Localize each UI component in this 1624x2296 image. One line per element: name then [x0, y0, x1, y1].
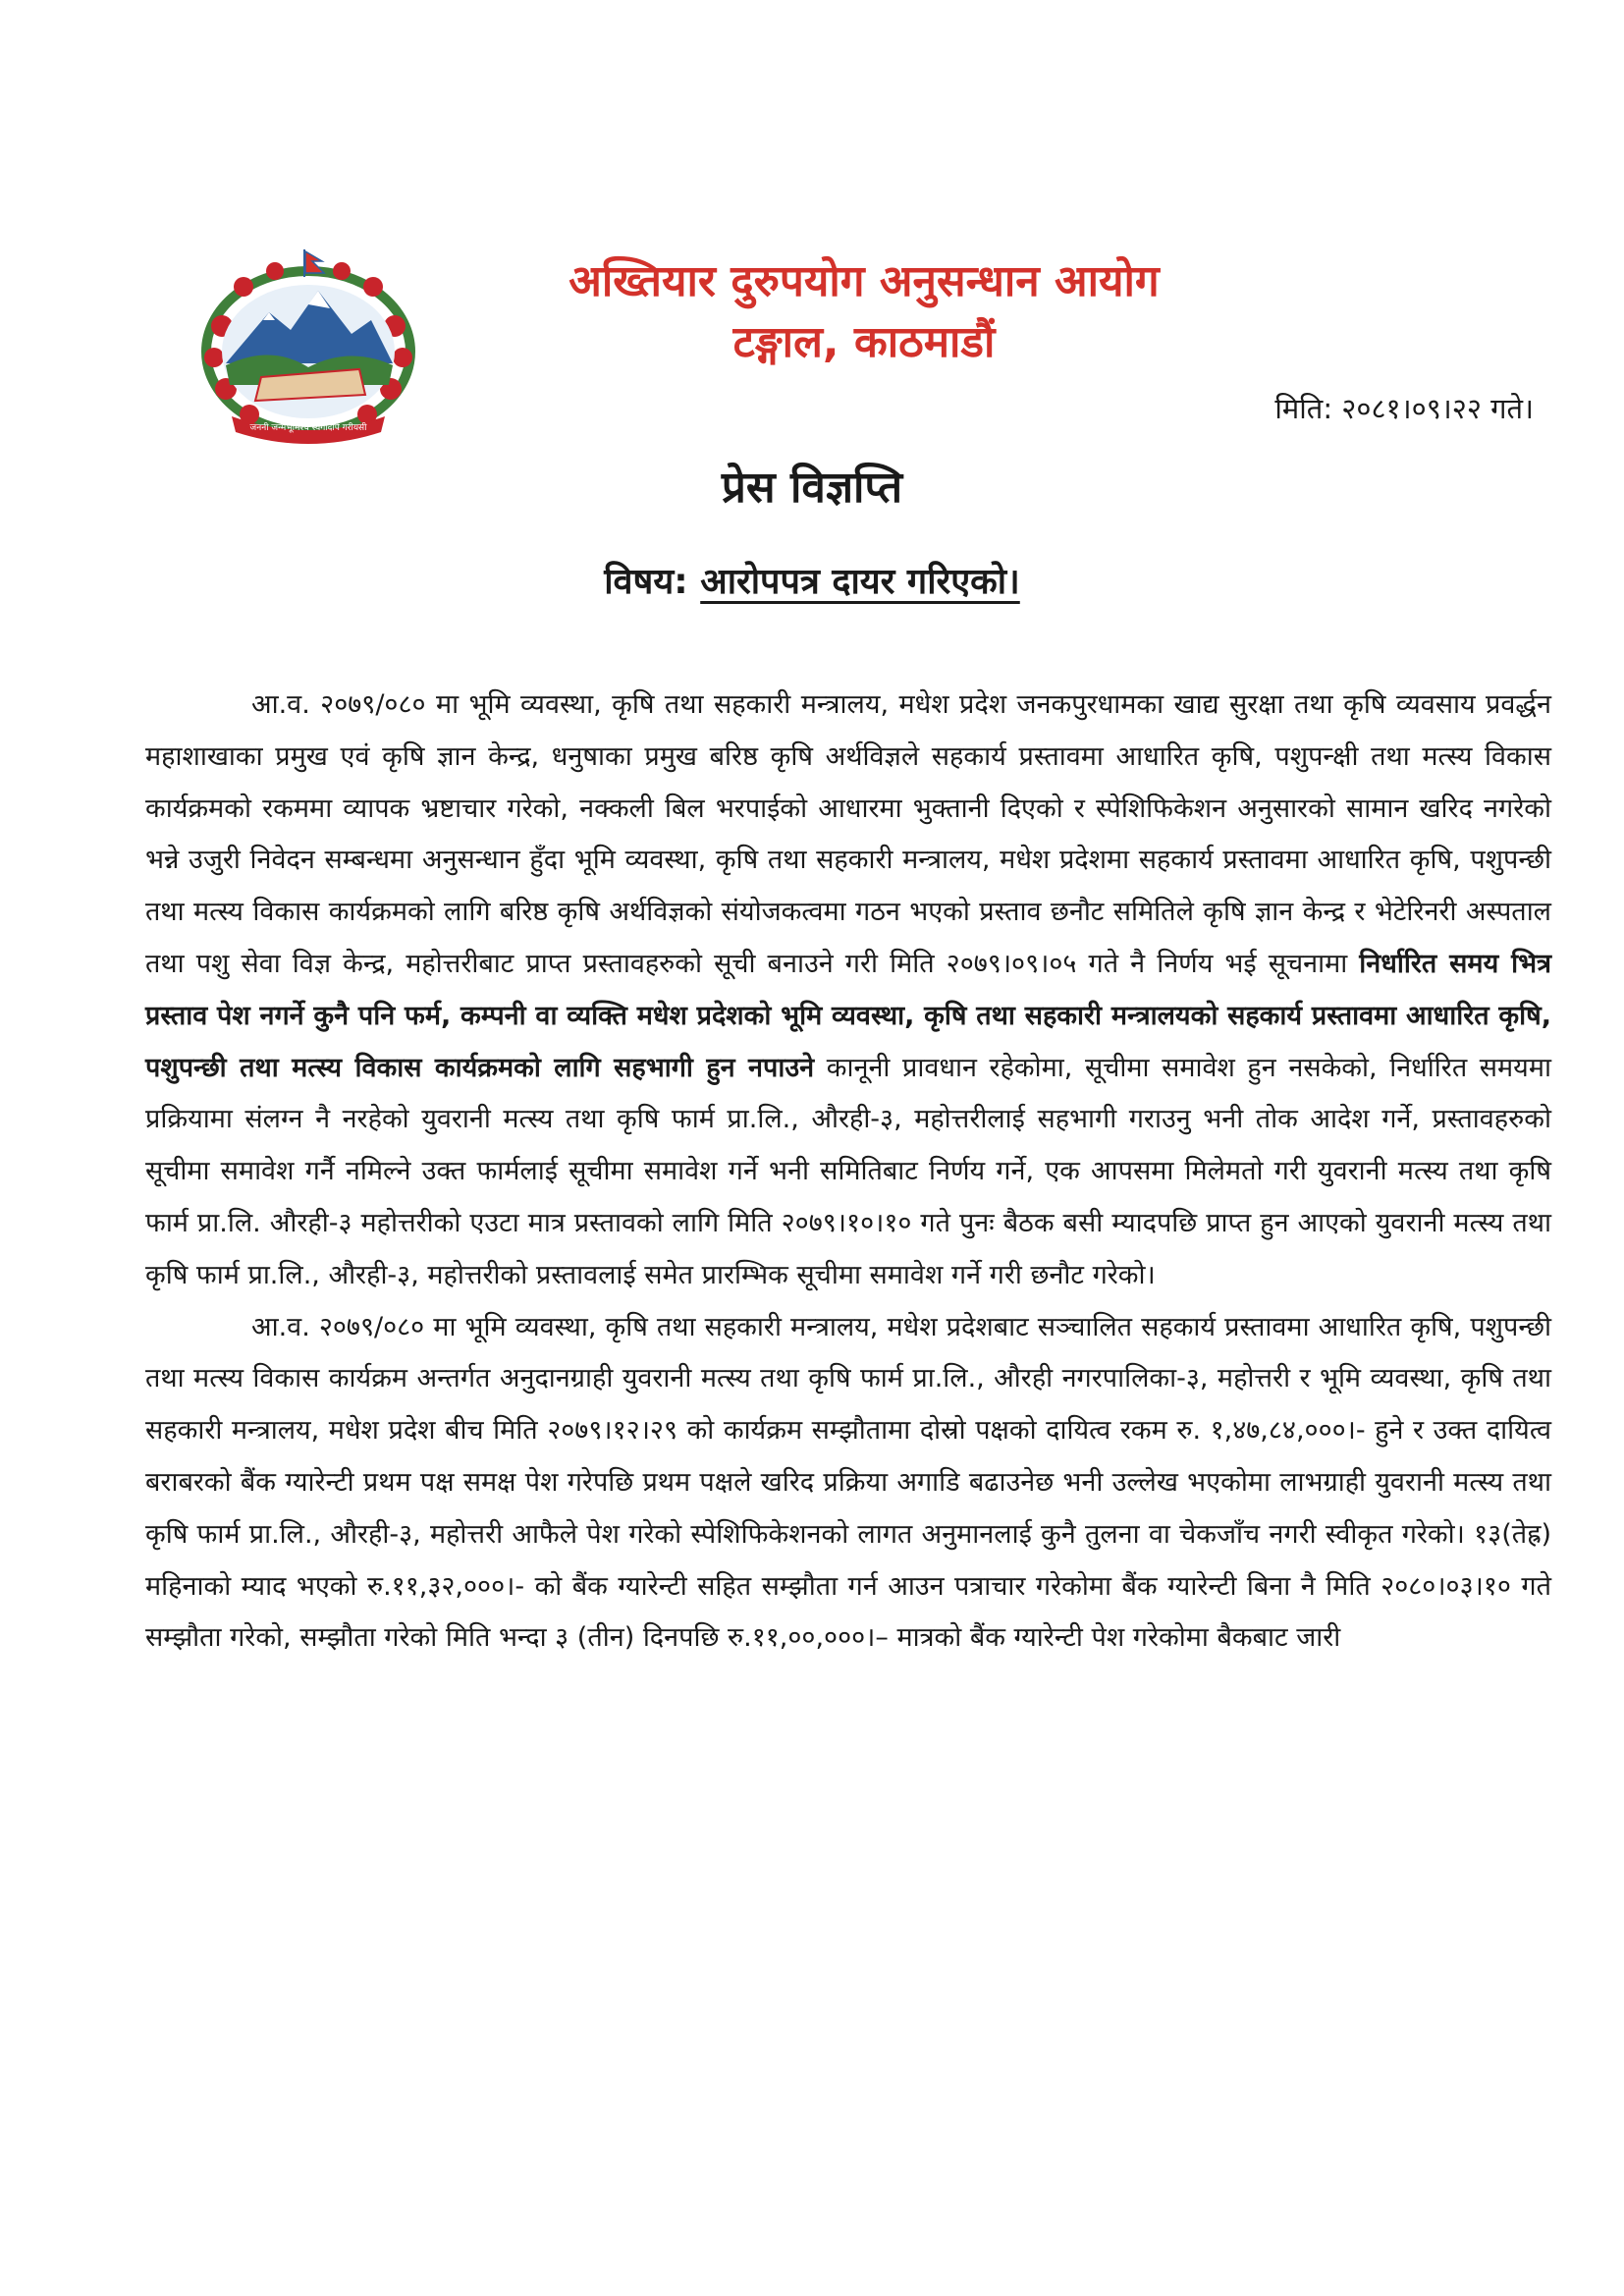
body-paragraph: [145, 1302, 1551, 1666]
document-title: प्रेस विज्ञप्ति: [721, 463, 903, 513]
document-subject: [0, 556, 1624, 604]
paragraph-bold-text: निर्धारित समय भित्र प्रस्ताव पेश नगर्ने कुनै पनि फर्म, कम्पनी वा व्यक्ति मधेश प्रदेशको भूमि व्यवस्था, कृषि तथा सहकारी मन्त्रालयको सहकार्य प्रस्तावमा आधारित कृषि, पशुपन्छी तथा मत्स्य विकास कार्यक्रमको लागि सहभागी हुन नपाउने: [145, 948, 1551, 1083]
subject-text: आरोपपत्र दायर गरिएको।: [700, 562, 1020, 602]
paragraph-text: आ.व. २०७९/०८० मा भूमि व्यवस्था, कृषि तथा सहकारी मन्त्रालय, मधेश प्रदेशबाट सञ्चालित सहकार्य प्रस्तावमा आधारित कृषि, पशुपन्छी तथा मत्स्य विकास कार्यक्रम अन्तर्गत अनुदानग्राही युवरानी मत्स्य तथा कृषि फार्म प्रा.लि., औरही नगरपालिका-३, महोत्तरी र भूमि व्यवस्था, कृषि तथा सहकारी मन्त्रालय, मधेश प्रदेश बीच मिति २०७९।१२।२९ को कार्यक्रम सम्झौतामा दोस्रो पक्षको दायित्व रकम रु. १,४७,८४,०००।- हुने र उक्त दायित्व बराबरको बैंक ग्यारेन्टी प्रथम पक्ष समक्ष पेश गरेपछि प्रथम पक्षले खरिद प्रक्रिया अगाडि बढाउनेछ भनी उल्लेख भएकोमा लाभग्राही युवरानी मत्स्य तथा कृषि फार्म प्रा.लि., औरही-३, महोत्तरी आफैले पेश गरेको स्पेशिफिकेशनको लागत अनुमानलाई कुनै तुलना वा चेकजाँच नगरी स्वीकृत गरेको। १३(तेह्र) महिनाको म्याद भएको रु.११,३२,०००।- को बैंक ग्यारेन्टी सहित सम्झौता गर्न आउन पत्राचार गरेकोमा बैंक ग्यारेन्टी बिना नै मिति २०८०।०३।१० गते सम्झौता गरेको, सम्झौता गरेको मिति भन्दा ३ (तीन) दिनपछि रु.११,००,०००।– मात्रको बैंक ग्यारेन्टी पेश गरेकोमा बैकबाट जारी: [145, 1311, 1551, 1654]
subject-label: विषय:: [604, 562, 688, 602]
emblem-motto: जननी जन्मभूमिश्च स्वर्गादपि गरीयसी: [249, 423, 367, 433]
document-date: मिति: २०८१।०९।२२ गते।: [1274, 392, 1534, 425]
nepal-coat-of-arms-icon: [192, 247, 424, 444]
paragraph-text: आ.व. २०७९/०८० मा भूमि व्यवस्था, कृषि तथा सहकारी मन्त्रालय, मधेश प्रदेश जनकपुरधामका खाद्य सुरक्षा तथा कृषि व्यवसाय प्रवर्द्धन महाशाखाका प्रमुख एवं कृषि ज्ञान केन्द्र, धनुषाका प्रमुख बरिष्ठ कृषि अर्थविज्ञले सहकार्य प्रस्तावमा आधारित कृषि, पशुपन्क्षी तथा मत्स्य विकास कार्यक्रमको रकममा व्यापक भ्रष्टाचार गरेको, नक्कली बिल भरपाईको आधारमा भुक्तानी दिएको र स्पेशिफिकेशन अनुसारको सामान खरिद नगरेको भन्ने उजुरी निवेदन सम्बन्धमा अनुसन्धान हुँदा भूमि व्यवस्था, कृषि तथा सहकारी मन्त्रालय, मधेश प्रदेशमा सहकार्य प्रस्तावमा आधारित कृषि, पशुपन्छी तथा मत्स्य विकास कार्यक्रमको लागि बरिष्ठ कृषि अर्थविज्ञको संयोजकत्वमा गठन भएको प्रस्ताव छनौट समितिले कृषि ज्ञान केन्द्र र भेटेरिनरी अस्पताल तथा पशु सेवा विज्ञ केन्द्र, महोत्तरीबाट प्राप्त प्रस्तावहरुको सूची बनाउने गरी मिति २०७९।०९।०५ गते नै निर्णय भई सूचनामा: [145, 689, 1551, 979]
paragraph-text: कानूनी प्रावधान रहेकोमा, सूचीमा समावेश हुन नसकेको, निर्धारित समयमा प्रक्रियामा संलग्न नै नरहेको युवरानी मत्स्य तथा कृषि फार्म प्रा.लि., औरही-३, महोत्तरीलाई सहभागी गराउनु भनी तोक आदेश गर्ने, प्रस्तावहरुको सूचीमा समावेश गर्नै नमिल्ने उक्त फार्मलाई सूचीमा समावेश गर्ने भनी समितिबाट निर्णय गर्ने, एक आपसमा मिलेमतो गरी युवरानी मत्स्य तथा कृषि फार्म प्रा.लि. औरही-३ महोत्तरीको एउटा मात्र प्रस्तावको लागि मिति २०७९।१०।१० गते पुनः बैठक बसी म्यादपछि प्राप्त हुन आएको युवरानी मत्स्य तथा कृषि फार्म प्रा.लि., औरही-३, महोत्तरीको प्रस्तावलाई समेत प्रारम्भिक सूचीमा समावेश गर्ने गरी छनौट गरेको।: [145, 1052, 1551, 1290]
organization-location: टङ्गाल, काठमाडौं: [732, 317, 996, 367]
document-body: [145, 680, 1551, 1665]
organization-header: [511, 251, 1218, 373]
body-paragraph: [145, 680, 1551, 1302]
organization-name: अख्तियार दुरुपयोग अनुसन्धान आयोग: [568, 256, 1160, 306]
